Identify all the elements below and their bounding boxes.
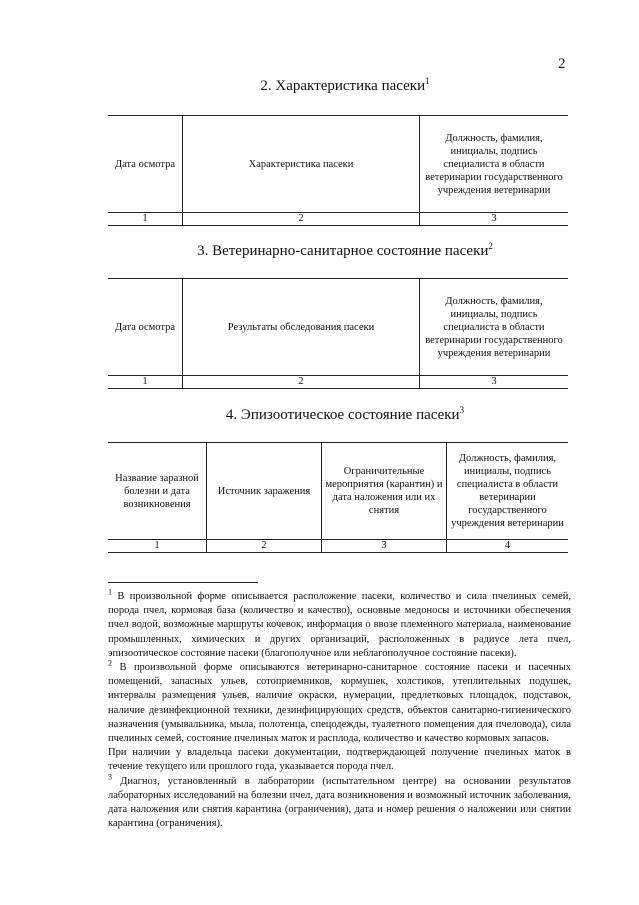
header-cell: Должность, фамилия, инициалы, подпись специалиста в области ветеринарии государственного учреждения ветеринарии — [420, 116, 569, 213]
footnote-1 — [108, 587, 572, 661]
footnote-text: В произвольной форме описывается расположение пасеки, количество и сила пчелиных семей, порода пчел, кормовая база (количество и качество), основные медоносы и источники обеспечения пчел водой, возможные маршруты кочевок, информация о ввозе племенного материала, наименование промышленных, химических и других организаций, расположенных в радиусе лета пчел, эпизоотическое состояние пасеки (благополучное или неблагополучное состояние пасеки). — [108, 591, 572, 659]
column-number: 2 — [183, 213, 420, 226]
footnote-ref: 1 — [425, 76, 430, 86]
footnote-divider — [108, 582, 258, 583]
footnote-mark: 1 — [108, 587, 112, 597]
header-cell: Ограничительные мероприятия (карантин) и дата наложения или их снятия — [322, 443, 447, 540]
epizootic-table — [108, 442, 568, 553]
column-number: 3 — [322, 540, 447, 553]
page-number: 2 — [558, 56, 566, 72]
section-title-text: 2. Характеристика пасеки — [260, 78, 426, 94]
section-title-characteristic — [110, 78, 580, 95]
column-number: 1 — [108, 540, 207, 553]
sanitary-table — [108, 278, 568, 389]
section-title-text: 4. Эпизоотическое состояние пасеки — [225, 407, 460, 423]
column-number: 3 — [420, 376, 569, 389]
column-number: 3 — [420, 213, 569, 226]
footnote-text: Диагноз, установленный в лаборатории (испытательном центре) на основании результатов лабораторных исследований на болезни пчел, дата возникновения и возможный источник заболевания, дата наложения или снятия карантина (ограничения), дата и номер решения о наложении или снятии карантина (ограничения). — [108, 775, 572, 830]
header-cell: Результаты обследования пасеки — [183, 279, 420, 376]
footnote-text: При наличии у владельца пасеки документации, подтверждающей получение пчелиных маток в течение текущего или прошлого года, указывается порода пчел. — [108, 747, 571, 773]
section-title-text: 3. Ветеринарно-санитарное состояние пасеки — [197, 243, 489, 259]
footnote-mark: 2 — [108, 658, 112, 668]
header-cell: Характеристика пасеки — [183, 116, 420, 213]
section-title-sanitary — [110, 243, 580, 260]
column-number: 4 — [447, 540, 569, 553]
footnote-ref: 3 — [459, 405, 465, 415]
header-cell: Дата осмотра — [108, 279, 183, 376]
footnote-text: В произвольной форме описываются ветеринарно-санитарное состояние пасеки и пасечных помещений, запасных ульев, сотоприемников, кормушек, холстиков, утеплительных подушек, интервалы размещения ульев, наличие окраски, нумерации, предлетковых площадок, подставок, наличие дезинфекционной техники, дезинфицирующих средств, объектов санитарно-гигиенического назначения (умывальника, мыла, полотенца, спецодежды, туалетного помещения для пчеловода), сила пчелиных семей, состояние пчелиных маток и расплода, количество и качество кормовых запасов. — [108, 662, 571, 745]
footnote-mark: 3 — [108, 772, 112, 782]
footnote-2-continued — [108, 746, 571, 774]
header-cell: Название заразной болезни и дата возникновения — [108, 443, 207, 540]
header-cell: Должность, фамилия, инициалы, подпись специалиста в области ветеринарии государственного учреждения ветеринарии — [420, 279, 569, 376]
column-number: 2 — [183, 376, 420, 389]
footnotes — [108, 587, 572, 831]
column-number: 2 — [207, 540, 322, 553]
column-number: 1 — [108, 213, 183, 226]
footnote-ref: 2 — [488, 241, 493, 251]
header-cell: Дата осмотра — [108, 116, 183, 213]
header-cell: Источник заражения — [207, 443, 322, 540]
characteristic-table — [108, 115, 568, 226]
column-number: 1 — [108, 376, 183, 389]
section-title-epizootic — [110, 407, 580, 424]
footnote-2 — [108, 658, 571, 746]
footnote-3 — [108, 772, 572, 832]
header-cell: Должность, фамилия, инициалы, подпись специалиста в области ветеринарии государственного учреждения ветеринарии — [447, 443, 569, 540]
